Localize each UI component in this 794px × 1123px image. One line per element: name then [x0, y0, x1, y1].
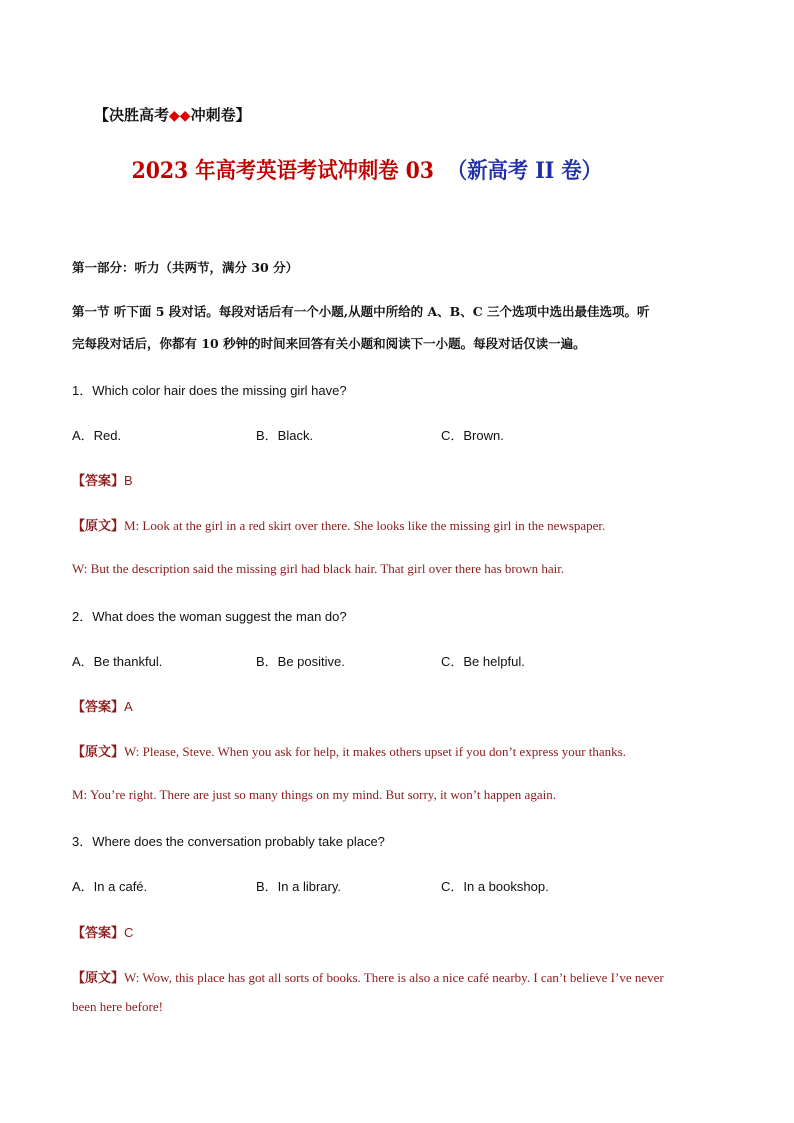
question-1-script-line-2: W: But the description said the missing girl had black hair. That girl over there has brown hair.: [72, 561, 565, 576]
script-tag: 【原文】: [72, 519, 125, 534]
question-3-option-b: B．In a library.: [256, 879, 342, 894]
question-1-option-b: B．Black.: [256, 428, 314, 443]
series-label-end: 冲刺卷】: [190, 106, 251, 124]
script-text: W: Please, Steve. When you ask for help, it makes others upset if you don’t express your thanks.: [124, 744, 626, 759]
question-3-stem: 3．Where does the conversation probably take place?: [72, 834, 385, 849]
answer-tag: 【答案】: [72, 926, 125, 941]
question-1-option-c: C．Brown.: [441, 428, 504, 443]
question-1-script-line-1: [72, 515, 605, 534]
question-2-option-a: A．Be thankful.: [72, 654, 163, 669]
answer-tag: 【答案】: [72, 700, 125, 715]
question-2-stem: 2．What does the woman suggest the man do?: [72, 609, 347, 624]
section-instructions-line-1: 第一节 听下面 5 段对话。每段对话后有一个小题,从题中所给的 A、B、C 三个选项中选出最佳选项。听: [72, 304, 650, 319]
page-title: [0, 154, 734, 185]
answer-value: C: [124, 925, 134, 940]
question-1-stem: 1．Which color hair does the missing girl have?: [72, 383, 347, 398]
script-tag: 【原文】: [72, 971, 125, 986]
section-instructions-line-2: 完每段对话后，你都有 10 秒钟的时间来回答有关小题和阅读下一小题。每段对话仅读一遍。: [72, 336, 586, 351]
question-3-script-line-2: been here before!: [72, 999, 163, 1014]
question-1-answer: [72, 470, 133, 489]
question-3-script-line-1: [72, 967, 664, 986]
question-2-answer: [72, 696, 133, 715]
question-2-script-line-2: M: You’re right. There are just so many things on my mind. But sorry, it won’t happen again.: [72, 787, 556, 802]
title-main: 2023 年高考英语考试冲刺卷 03: [131, 158, 434, 184]
question-2-option-b: B．Be positive.: [256, 654, 345, 669]
series-label: [94, 104, 251, 125]
part-heading: 第一部分：听力（共两节，满分 30 分）: [72, 260, 299, 275]
script-text: M: Look at the girl in a red skirt over there. She looks like the missing girl in the newspaper.: [124, 518, 606, 533]
diamond-icon: ◆◆: [169, 108, 191, 124]
question-3-option-c: C．In a bookshop.: [441, 879, 549, 894]
question-3-answer: [72, 922, 133, 941]
title-edition: （新高考 II 卷）: [446, 158, 603, 184]
script-text: W: Wow, this place has got all sorts of books. There is also a nice café nearby. I can’t believe I’ve never: [124, 970, 664, 985]
answer-tag: 【答案】: [72, 474, 125, 489]
question-2-option-c: C．Be helpful.: [441, 654, 525, 669]
answer-value: A: [124, 699, 133, 714]
answer-value: B: [124, 473, 133, 488]
question-2-script-line-1: [72, 741, 626, 760]
series-label-start: 【决胜高考: [94, 106, 170, 124]
question-3-option-a: A．In a café.: [72, 879, 148, 894]
question-1-option-a: A．Red.: [72, 428, 122, 443]
script-tag: 【原文】: [72, 745, 125, 760]
